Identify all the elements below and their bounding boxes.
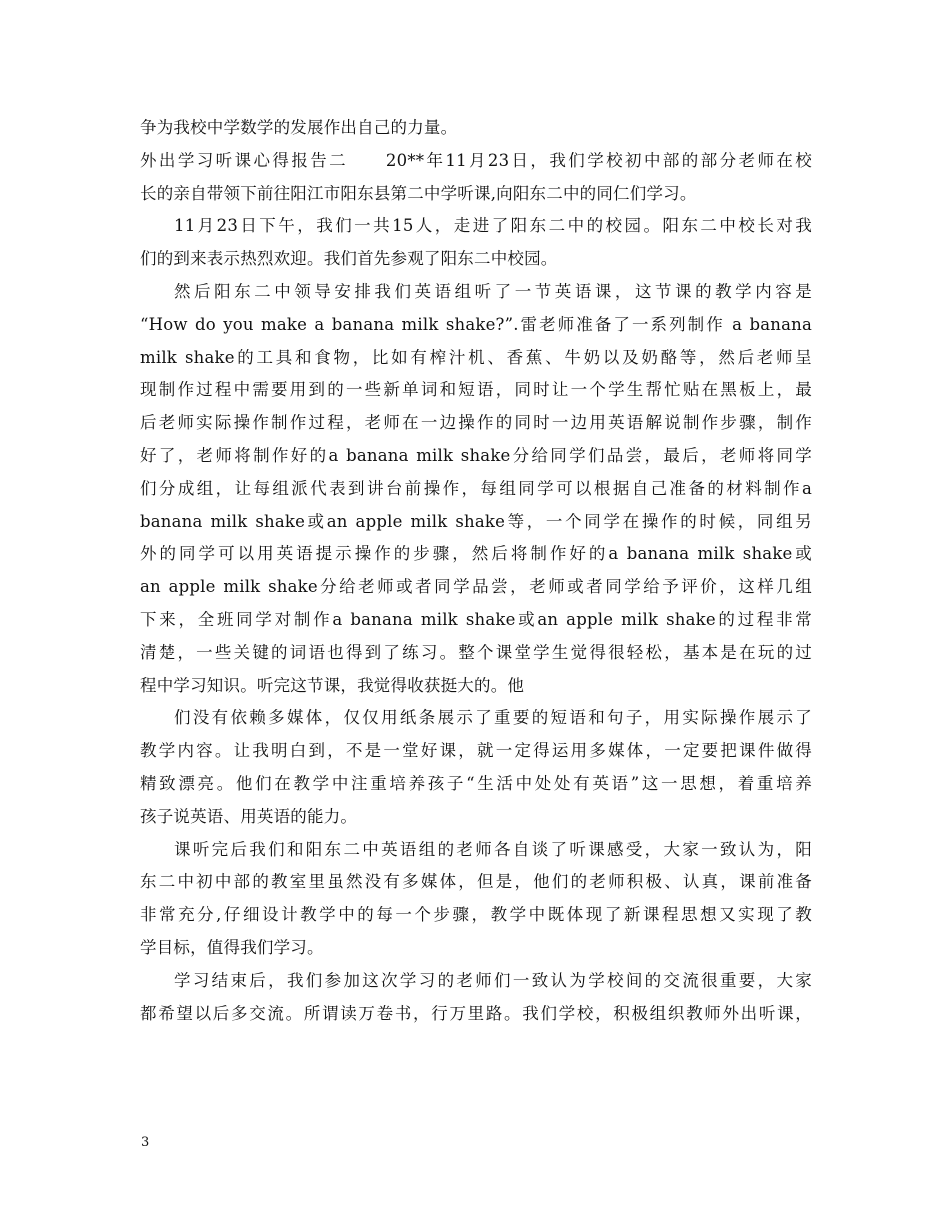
text-line: 都希望以后多交流。所谓读万卷书，行万里路。我们学校，积极组织教师外出听课， [140, 1003, 812, 1023]
page-number: 3 [141, 1135, 150, 1150]
text-line: 争为我校中学数学的发展作出自己的力量。 [140, 118, 458, 137]
text-line: 外的同学可以用英语提示操作的步骤，然后将制作好的a banana milk shake或 [140, 544, 812, 564]
text-line: 现制作过程中需要用到的一些新单词和短语，同时让一个学生帮忙贴在黑板上，最 [140, 380, 812, 400]
text-line: milk shake的工具和食物，比如有榨汁机、香蕉、牛奶以及奶酪等，然后老师呈 [140, 347, 812, 367]
text-line: 孩子说英语、用英语的能力。 [140, 806, 358, 826]
text-line: 11月23日下午，我们一共15人，走进了阳东二中的校园。阳东二中校长对我 [174, 216, 812, 236]
text-line: banana milk shake或an apple milk shake等，一个同学在操作的时候，同组另 [140, 511, 812, 531]
text-line: 程中学习知识。听完这节课，我觉得收获挺大的。他 [140, 675, 525, 695]
text-line: 清楚，一些关键的词语也得到了练习。整个课堂学生觉得很轻松，基本是在玩的过 [140, 642, 812, 662]
text-line: 长的亲自带领下前往阳江市阳东县第二中学听课,向阳东二中的同仁们学习。 [140, 183, 697, 203]
text-line: 教学内容。让我明白到，不是一堂好课，就一定得运用多媒体，一定要把课件做得 [140, 741, 812, 761]
text-line: 非常充分,仔细设计教学中的每一个步骤，教学中既体现了新课程思想又实现了教 [140, 905, 812, 925]
text-line: 外出学习听课心得报告二 20**年11月23日，我们学校初中部的部分老师在校 [140, 150, 812, 170]
text-line: 们的到来表示热烈欢迎。我们首先参观了阳东二中校园。 [140, 249, 558, 269]
text-line: 后老师实际操作制作过程，老师在一边操作的同时一边用英语解说制作步骤，制作 [140, 413, 812, 433]
text-line: 们没有依赖多媒体，仅仅用纸条展示了重要的短语和句子，用实际操作展示了 [174, 708, 812, 728]
text-line: 学习结束后，我们参加这次学习的老师们一致认为学校间的交流很重要，大家 [174, 970, 812, 990]
text-line: “How do you make a banana milk shake?”.雷老师准备了一系列制作 a banana [140, 314, 812, 334]
text-line: 下来，全班同学对制作a banana milk shake或an apple milk shake的过程非常 [140, 609, 812, 629]
text-line: 精致漂亮。他们在教学中注重培养孩子“生活中处处有英语”这一思想，着重培养 [140, 773, 812, 793]
text-line: 好了，老师将制作好的a banana milk shake分给同学们品尝，最后，老师将同学 [140, 445, 812, 465]
document-body [140, 112, 812, 1030]
text-line: 学目标，值得我们学习。 [140, 937, 324, 957]
text-line: 们分成组，让每组派代表到讲台前操作，每组同学可以根据自己准备的材料制作a [140, 478, 812, 498]
text-line: 然后阳东二中领导安排我们英语组听了一节英语课，这节课的教学内容是 [174, 281, 812, 301]
text-line: an apple milk shake分给老师或者同学品尝，老师或者同学给予评价，这样几组 [140, 577, 812, 597]
text-line: 东二中初中部的教室里虽然没有多媒体，但是，他们的老师积极、认真，课前准备 [140, 872, 812, 892]
text-line: 课听完后我们和阳东二中英语组的老师各自谈了听课感受，大家一致认为，阳 [174, 839, 812, 859]
